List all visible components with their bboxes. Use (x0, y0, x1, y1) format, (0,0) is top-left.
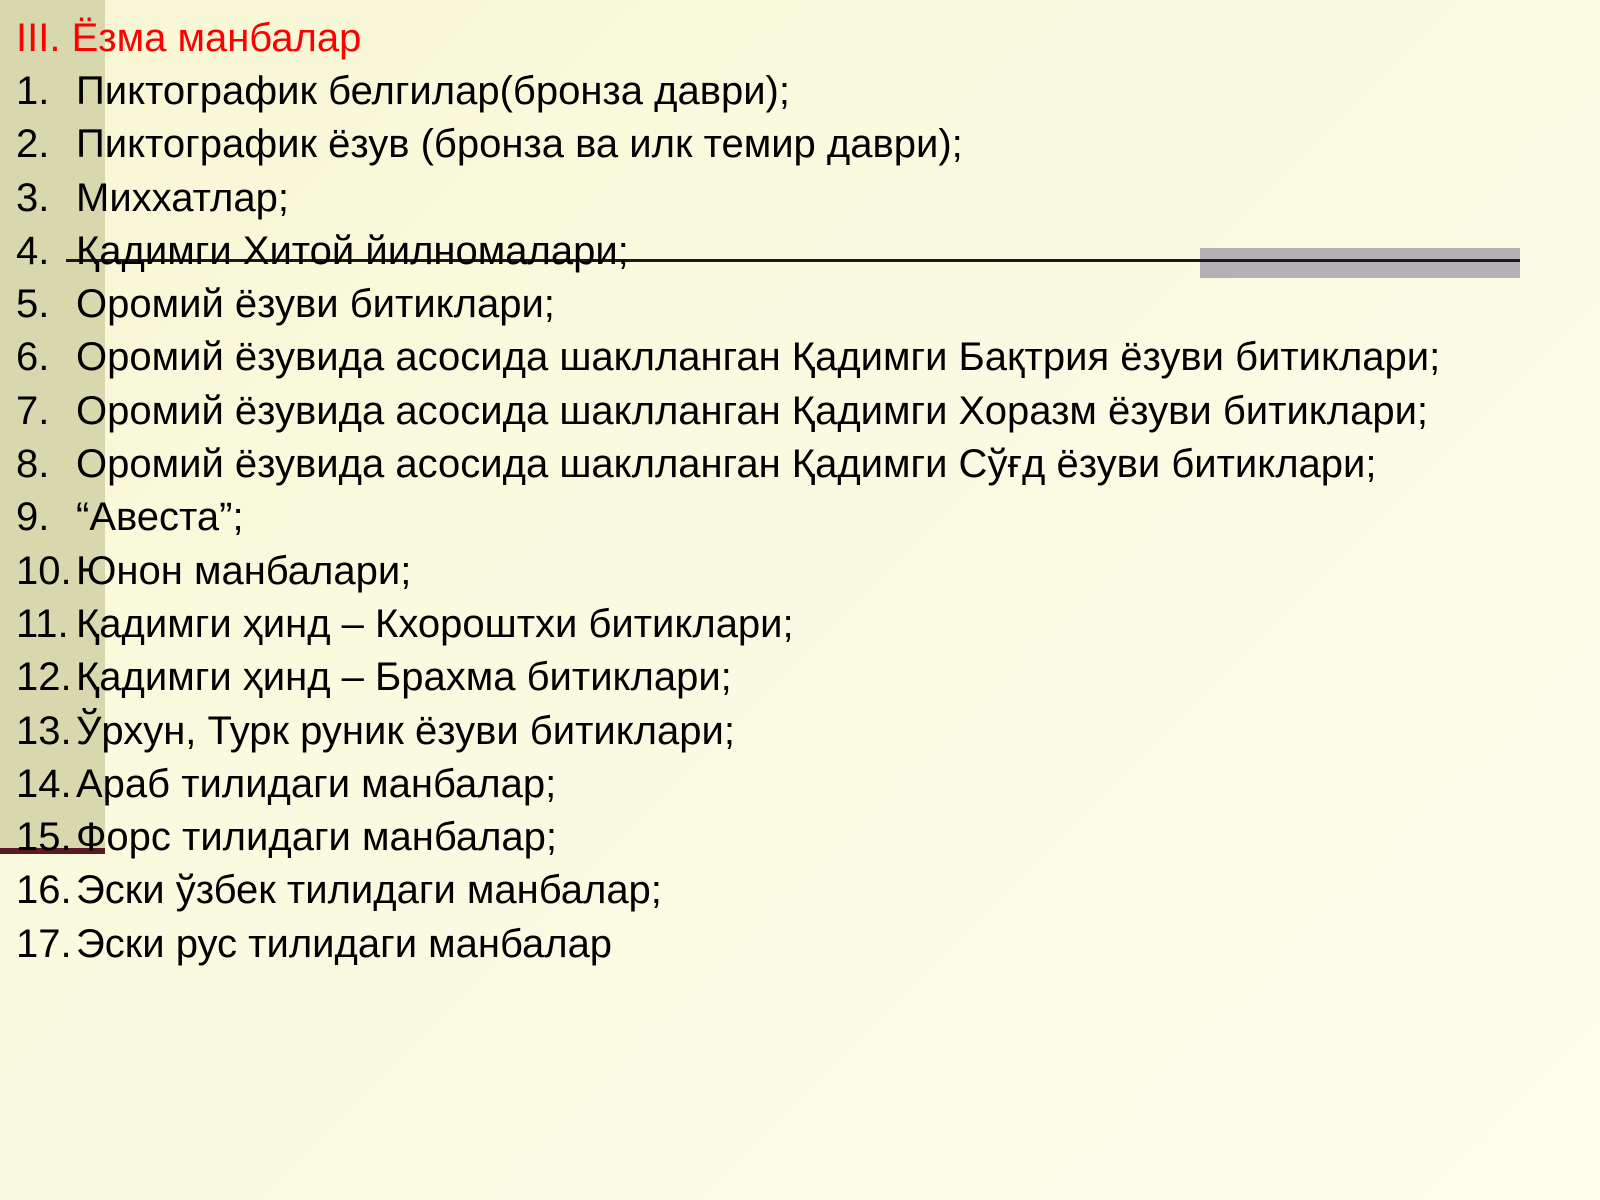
list-item-text: Пиктографик ёзув (бронза ва илк темир даври); (76, 122, 963, 167)
list-item (16, 385, 1596, 438)
list-item (16, 172, 1596, 225)
list-item-number: 7. (16, 388, 50, 433)
list-item-number: 10. (16, 548, 72, 593)
list-item (16, 438, 1596, 491)
list-item-text: Қадимги ҳинд – Кхороштхи битиклари; (76, 601, 794, 646)
list-item-number: 4. (16, 228, 50, 273)
list-item-text: Қадимги Хитой йилномалари; (76, 228, 629, 273)
section-heading: III. Ёзма манбалар (16, 16, 362, 60)
list-item-number: 3. (16, 175, 50, 220)
list-item-number: 16. (16, 868, 72, 913)
list-item-text: Пиктографик белгилар(бронза даври); (76, 69, 790, 113)
list-item-number: 1. (16, 69, 50, 113)
list-item-number: 17. (16, 921, 72, 966)
list-item (16, 118, 1596, 171)
list-item (16, 864, 1596, 917)
list-item (16, 65, 1596, 118)
list-item-number: 2. (16, 122, 50, 167)
list-item (16, 598, 1596, 651)
list-item-text: Миххатлар; (76, 175, 289, 220)
list-item (16, 758, 1596, 811)
list-item (16, 811, 1596, 864)
list-item-text: Оромий ёзувида асосида шаклланган Қадимги Бақтрия ёзуви битиклари; (76, 335, 1441, 380)
list-item-text: Оромий ёзувида асосида шаклланган Қадимги Сўғд ёзуви битиклари; (76, 442, 1377, 487)
slide-content (16, 12, 1596, 971)
list-item (16, 705, 1596, 758)
list-item-text: Оромий ёзуви битиклари; (76, 282, 555, 327)
list-item-number: 14. (16, 761, 72, 806)
sources-list (16, 65, 1596, 971)
list-item (16, 545, 1596, 598)
list-item (16, 225, 1596, 278)
list-item-number: 12. (16, 655, 72, 700)
list-item-text: Эски рус тилидаги манбалар (76, 921, 613, 966)
list-item (16, 918, 1596, 971)
list-item-text: Ўрхун, Турк руник ёзуви битиклари; (76, 708, 735, 753)
list-item (16, 491, 1596, 544)
list-item-text: Қадимги ҳинд – Брахма битиклари; (76, 655, 732, 700)
list-item-number: 13. (16, 708, 72, 753)
list-item (16, 651, 1596, 704)
list-item-text: Араб тилидаги манбалар; (76, 761, 557, 806)
list-item-number: 8. (16, 442, 50, 487)
list-item (16, 278, 1596, 331)
list-item-text: “Авеста”; (76, 495, 244, 540)
list-item-text: Юнон манбалари; (76, 548, 412, 593)
list-item-number: 15. (16, 815, 72, 860)
list-item-number: 9. (16, 495, 50, 540)
list-item-text: Форс тилидаги манбалар; (76, 815, 558, 860)
list-item-text: Эски ўзбек тилидаги манбалар; (76, 868, 662, 913)
list-item-number: 11. (16, 601, 69, 646)
list-item-number: 6. (16, 335, 50, 380)
list-item (16, 331, 1596, 384)
list-item-number: 5. (16, 282, 50, 327)
list-item-text: Оромий ёзувида асосида шаклланган Қадимги Хоразм ёзуви битиклари; (76, 388, 1429, 433)
